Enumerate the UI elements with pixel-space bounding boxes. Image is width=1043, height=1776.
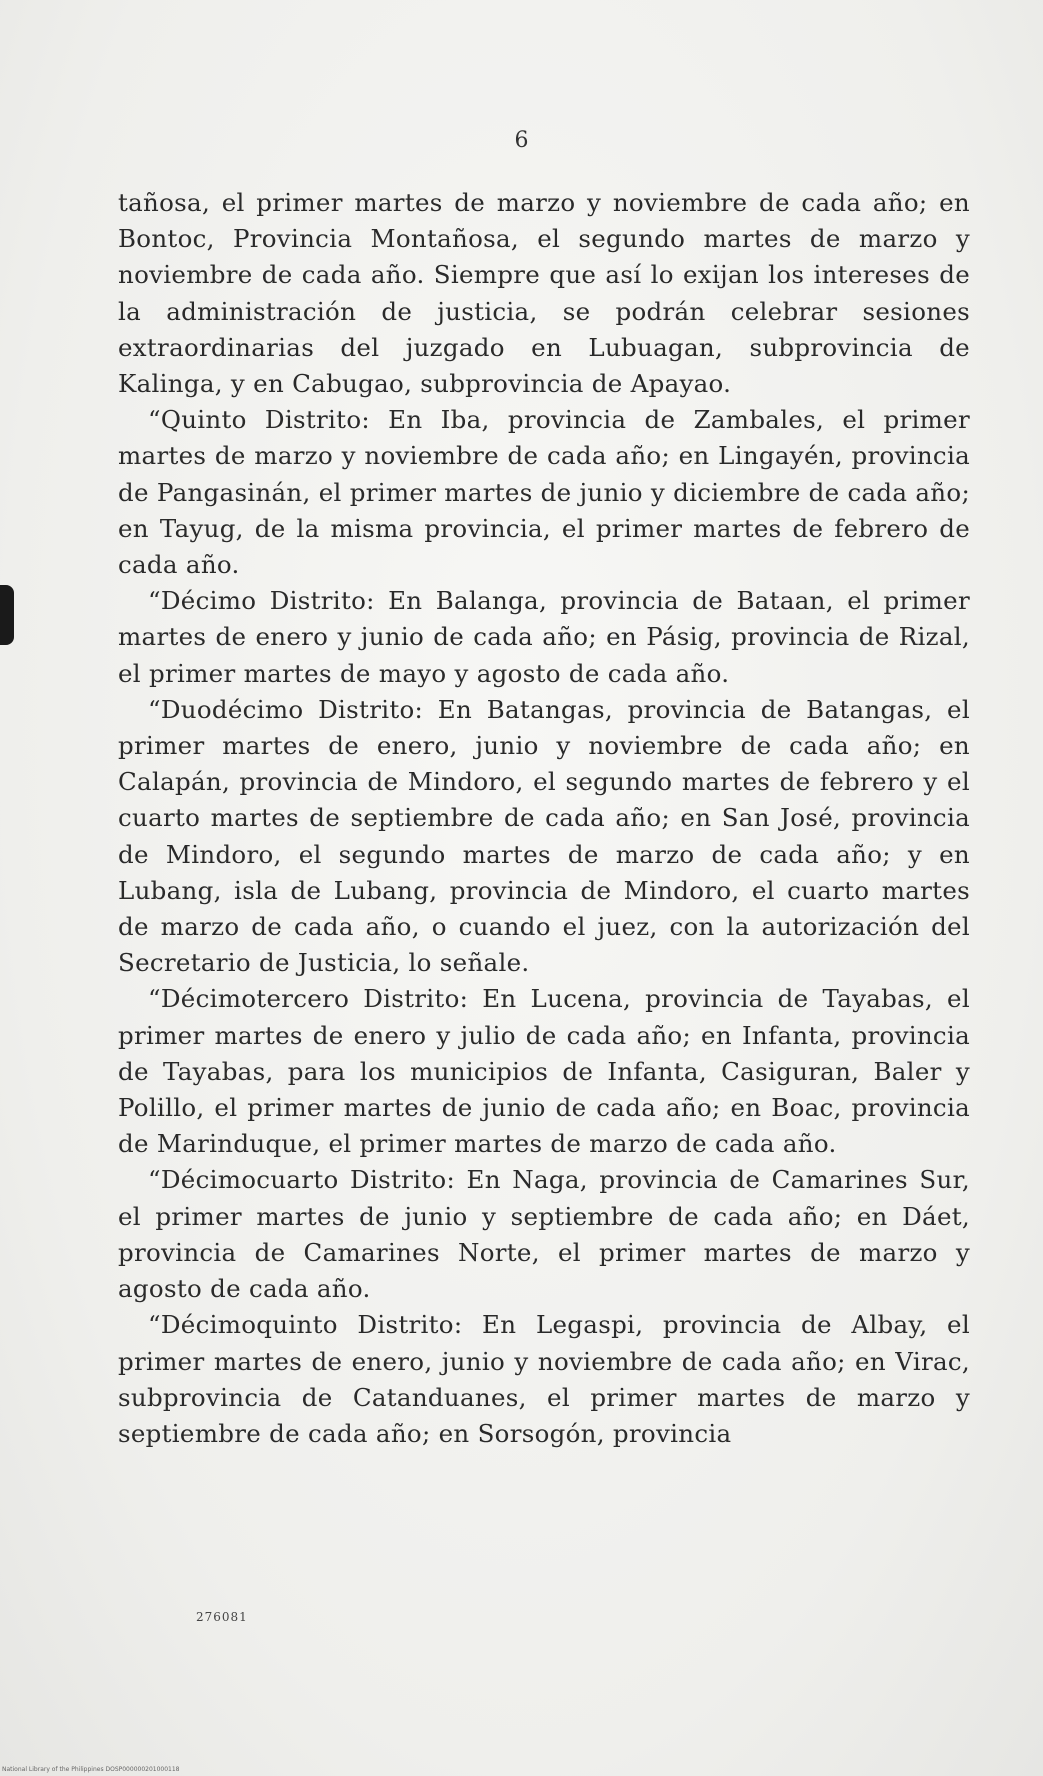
paragraph: “Décimoquinto Distrito: En Legaspi, provincia de Albay, el primer martes de enero, junio y noviembre de cada año; en Virac, subprovincia de Catanduanes, el primer martes de marzo y septiembre de cada año; en Sorsogón, provincia — [118, 1310, 970, 1448]
page-number: 6 — [514, 128, 529, 153]
binding-mark — [0, 585, 14, 645]
body-text — [118, 185, 970, 1452]
paragraph: tañosa, el primer martes de marzo y noviembre de cada año; en Bontoc, Provincia Montañosa, el segundo martes de marzo y noviembre de cada año. Siempre que así lo exijan los intereses de la administración de justicia, se podrán celebrar sesiones extraordinarias del juzgado en Lubuagan, subprovincia de Kalinga, y en Cabugao, subprovincia de Apayao. — [118, 188, 970, 399]
paragraph: “Décimotercero Distrito: En Lucena, provincia de Tayabas, el primer martes de enero y julio de cada año; en Infanta, provincia de Tayabas, para los municipios de Infanta, Casiguran, Baler y Polillo, el primer martes de junio de cada año; en Boac, provincia de Marinduque, el primer martes de marzo de cada año. — [118, 984, 970, 1159]
paragraph: “Décimocuarto Distrito: En Naga, provincia de Camarines Sur, el primer martes de junio y septiembre de cada año; en Dáet, provincia de Camarines Norte, el primer martes de marzo y agosto de cada año. — [118, 1165, 970, 1304]
paragraph: “Décimo Distrito: En Balanga, provincia de Bataan, el primer martes de enero y junio de cada año; en Pásig, provincia de Rizal, el primer martes de mayo y agosto de cada año. — [118, 586, 970, 688]
paragraph: “Quinto Distrito: En Iba, provincia de Zambales, el primer martes de marzo y noviembre de cada año; en Lingayén, provincia de Pangasinán, el primer martes de junio y diciembre de cada año; en Tayug, de la misma provincia, el primer martes de febrero de cada año. — [118, 405, 970, 580]
library-footer: National Library of the Philippines DOSP000000201000118 — [2, 1766, 180, 1773]
printer-signature-mark: 276081 — [196, 1610, 248, 1624]
paragraph: “Duodécimo Distrito: En Batangas, provincia de Batangas, el primer martes de enero, junio y noviembre de cada año; en Calapán, provincia de Mindoro, el segundo martes de febrero y el cuarto martes de septiembre de cada año; en San José, provincia de Mindoro, el segundo martes de marzo de cada año; y en Lubang, isla de Lubang, provincia de Mindoro, el cuarto martes de marzo de cada año, o cuando el juez, con la autorización del Secretario de Justicia, lo señale. — [118, 694, 970, 978]
